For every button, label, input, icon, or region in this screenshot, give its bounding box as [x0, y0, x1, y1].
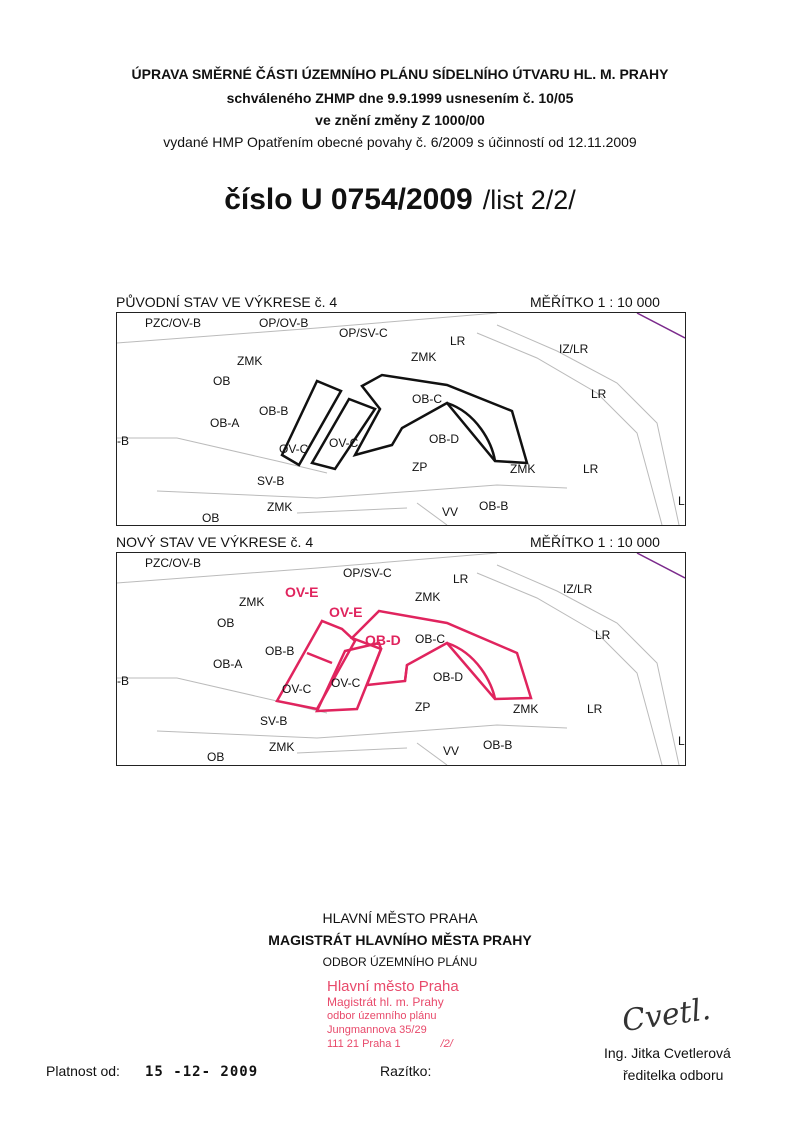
map-label: ZP [412, 460, 428, 474]
map-label: ZMK [237, 354, 263, 368]
map-label: OB-A [210, 416, 240, 430]
map-label: OB-A [213, 657, 243, 671]
stamp-line-2: Magistrát hl. m. Prahy [327, 995, 444, 1009]
map-label: OB-B [265, 644, 295, 658]
header-line-3: ve znění změny Z 1000/00 [315, 112, 485, 128]
map1-caption: PŮVODNÍ STAV VE VÝKRESE č. 4 [116, 294, 338, 310]
map-label: OB [207, 750, 225, 764]
map-label: LR [453, 572, 469, 586]
map-label: OV-C [329, 436, 359, 450]
office-stamp [327, 978, 459, 1051]
map-label: ZMK [510, 462, 536, 476]
header-line-4: vydané HMP Opatřením obecné povahy č. 6/2009 s účinností od 12.11.2009 [163, 134, 637, 150]
signatory-name: Ing. Jitka Cvetlerová [604, 1045, 731, 1061]
map-label: OB-C [412, 392, 442, 406]
map-label: OB-B [483, 738, 513, 752]
map-label: SV-B [260, 714, 288, 728]
map-label-highlight: OB-D [365, 632, 401, 648]
map-label: ZMK [267, 500, 293, 514]
map-label: SV-B [257, 474, 285, 488]
map-label: LR [587, 702, 603, 716]
map2-drawing [117, 553, 685, 765]
map-label: ZMK [411, 350, 437, 364]
map-label: OB-D [429, 432, 459, 446]
authority-line-2: MAGISTRÁT HLAVNÍHO MĚSTA PRAHY [268, 932, 532, 948]
map2-scale: MĚŘÍTKO 1 : 10 000 [530, 534, 660, 550]
map-label: PZC/OV-B [145, 556, 202, 570]
map-label: OB [217, 616, 235, 630]
map1-labels [117, 316, 685, 525]
map-label: OV-C [282, 682, 312, 696]
stamp-line-1: Hlavní město Praha [327, 978, 459, 995]
stamp-line-4: Jungmannova 35/29 [327, 1024, 427, 1036]
map-label-highlight: OV-E [329, 604, 363, 620]
map-label: OB-B [479, 499, 509, 513]
stamp-label: Razítko: [380, 1063, 432, 1079]
map1-scale: MĚŘÍTKO 1 : 10 000 [530, 294, 660, 310]
map-label: L [678, 494, 685, 508]
signatory-role: ředitelka odboru [623, 1067, 724, 1083]
stamp-line-5: 111 21 Praha 1 [327, 1038, 401, 1050]
map-label: ZMK [415, 590, 441, 604]
map-label: VV [443, 744, 460, 758]
document-title [0, 183, 800, 217]
map-label: LR [583, 462, 599, 476]
map-label: -B [117, 434, 129, 448]
map-new-state [116, 552, 686, 766]
validity-label: Platnost od: [46, 1063, 120, 1079]
map-label: OB-D [433, 670, 463, 684]
map-label: IZ/LR [559, 342, 589, 356]
map-label: LR [450, 334, 466, 348]
authority-line-3: ODBOR ÚZEMNÍHO PLÁNU [322, 955, 478, 969]
map-label-highlight: OV-E [285, 584, 319, 600]
stamp-code: /2/ [440, 1038, 453, 1050]
document-number: číslo U 0754/2009 [224, 183, 473, 216]
map1-drawing [117, 313, 685, 525]
map-label: L [678, 734, 685, 748]
map-label: OV-C [279, 442, 309, 456]
stamp-line-3: odbor územního plánu [327, 1010, 437, 1022]
map-label: PZC/OV-B [145, 316, 202, 330]
header-line-1: ÚPRAVA SMĚRNÉ ČÁSTI ÚZEMNÍHO PLÁNU SÍDELNÍHO ÚTVARU HL. M. PRAHY [131, 66, 669, 82]
map-label: LR [591, 387, 607, 401]
validity-date: 15 -12- 2009 [145, 1064, 259, 1080]
map-label: IZ/LR [563, 582, 593, 596]
header-line-2: schváleného ZHMP dne 9.9.1999 usnesením č. 10/05 [226, 90, 574, 106]
map-label: OB [213, 374, 231, 388]
map2-caption: NOVÝ STAV VE VÝKRESE č. 4 [116, 534, 314, 550]
map-label: VV [442, 505, 459, 519]
signature: Cvetl. [619, 991, 713, 1040]
map-label: OB-C [415, 632, 445, 646]
map-label: OP/SV-C [343, 566, 392, 580]
map-label: -B [117, 674, 129, 688]
map-label: LR [595, 628, 611, 642]
map-label: ZMK [269, 740, 295, 754]
map-label: OV-C [331, 676, 361, 690]
map-label: ZMK [239, 595, 265, 609]
map-label: OB [202, 511, 220, 525]
map-label: OP/OV-B [259, 316, 309, 330]
sheet-number: /list 2/2/ [482, 185, 576, 215]
map-label: OB-B [259, 404, 289, 418]
authority-line-1: HLAVNÍ MĚSTO PRAHA [322, 910, 478, 926]
map-label: ZP [415, 700, 431, 714]
map-label: OP/SV-C [339, 326, 388, 340]
map-original-state [116, 312, 686, 526]
map-label: ZMK [513, 702, 539, 716]
